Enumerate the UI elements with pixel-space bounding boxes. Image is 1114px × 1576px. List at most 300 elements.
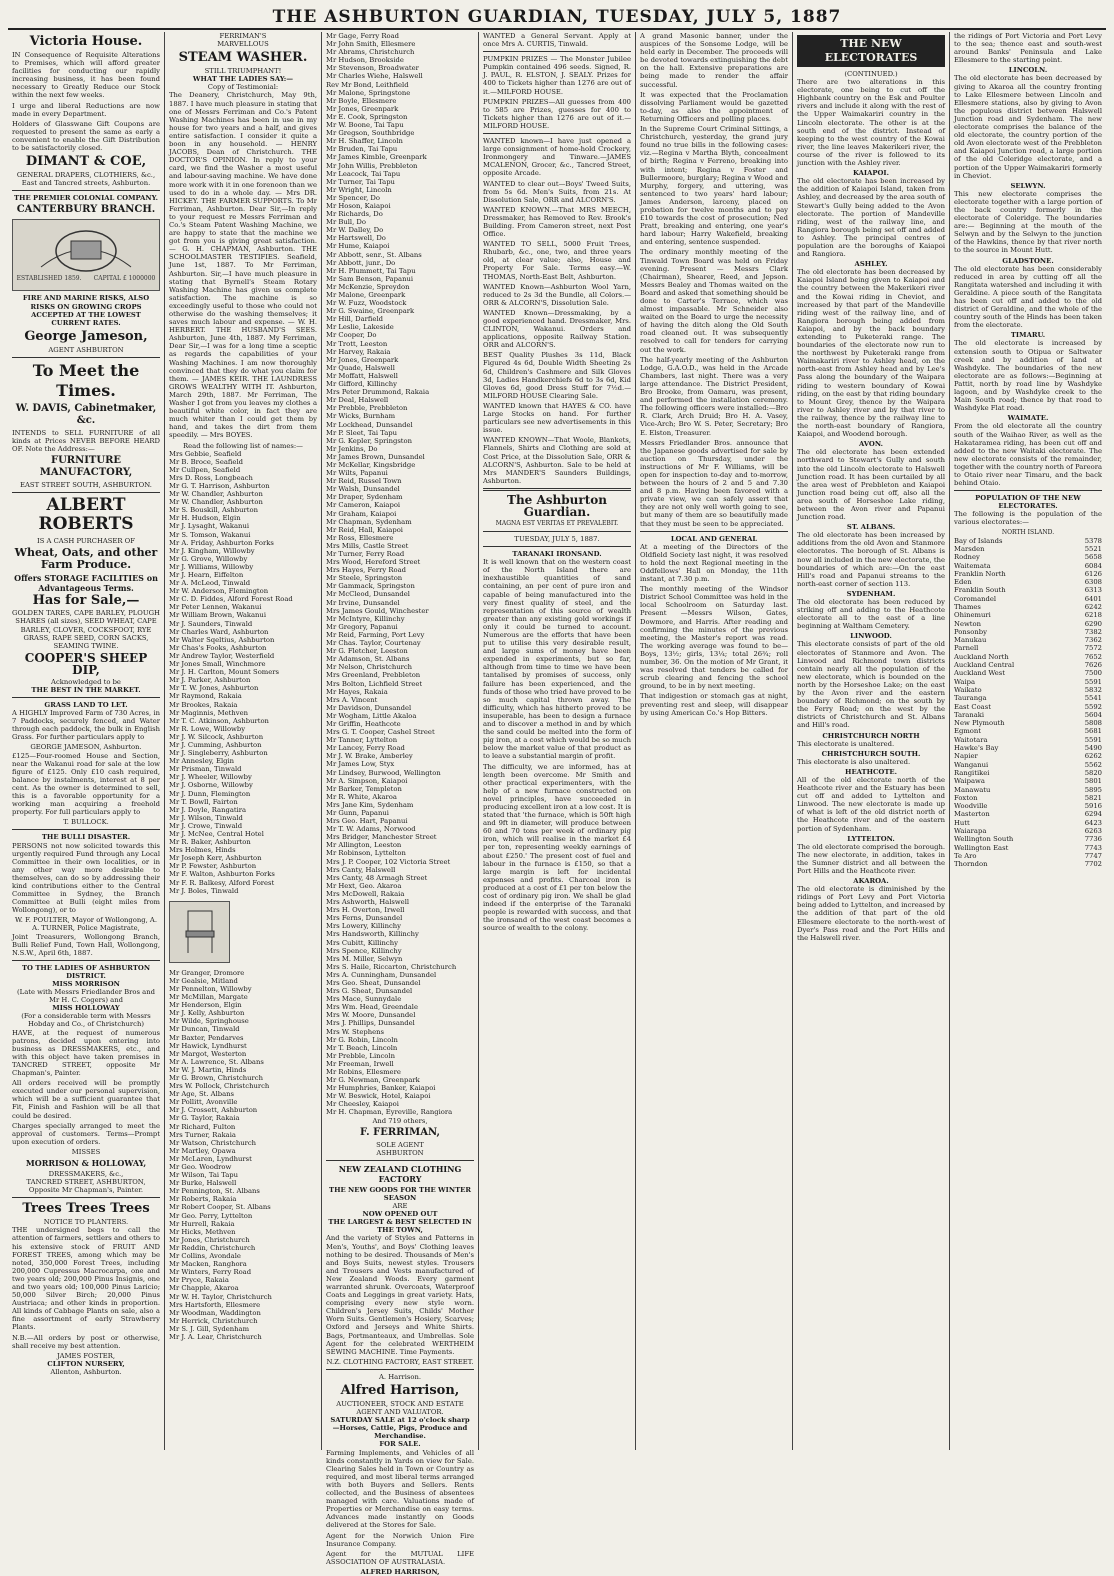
list-item: Mr J. Crowe, Tinwald (169, 821, 243, 830)
list-item: Mr Gunn, Papanui (326, 809, 389, 817)
list-item: Mr Walter Sqeltius, Ashburton (169, 635, 275, 644)
list-item: Mr P. Fewster, Ashburton (169, 862, 257, 871)
list-item: Mr Gage, Ferry Road (326, 32, 400, 40)
list-item: Mrs Cubitt, Killinchy (326, 938, 398, 947)
heathcote-body: All of the old electorate north of the Heathcote river and the Estuary has been cut off and added to Lyttelton and Linwood. The new electorate is made up of what is left of the old district north of the Heathcote river and of the eastern portion of Sydenham. (797, 775, 945, 833)
lincoln-body: The old electorate has been decreased by giving to Akaroa all the country fronting to Lake Ellesmere between Lincoln and Ellesmere stations, also by giving to Avon the populous district between Halswell Junction road and Sydenham. The new electorate comprises the balance of the old electorate, the country portion of the old Avon electorate west of the Prebbleton and Kaiapoi Junction road, a large portion of the old Coleridge electorate, and a portion of the Upper Waimakariri formerly in Cheviot. (954, 74, 1102, 180)
table-row (954, 686, 1102, 694)
sydenham-title: SYDENHAM. (846, 589, 896, 598)
cc-north-body: This electorate is unaltered. (797, 739, 895, 748)
table-row (954, 827, 1102, 835)
selwyn-body: This new electorate comprises the electorate together with a large portion of the back country formerly in the electorate of Coleridge. The boundaries are:— Beginning at the mouth of the Selwyn and by the Selwyn to the junction of the Hawkins, thence by that river north to the source in Mount Hutt. (954, 189, 1102, 255)
list-item: Mr F. R. Balkesy, Alford Forest (169, 878, 275, 887)
selwyn-title: SELWYN. (1010, 181, 1046, 190)
list-item: Mr Robins, Ellesmere (326, 1068, 401, 1076)
steam-washer-title: STEAM WASHER. (178, 50, 308, 66)
ladies-body: HAVE, at the request of numerous patrons, decided upon entering into business as DRESSMAKERS, etc., and with this object have taken premises in TANCRED STREET, opposite Mr Chapman's, Painter. (12, 1028, 160, 1078)
list-item: Mr A. Lawrence, St. Albans (169, 1057, 264, 1066)
firm-name: MORRISON & HOLLOWAY, (25, 1157, 147, 1168)
list-item: Mr J. Lysaght, Wakanui (169, 522, 249, 531)
electorate-name: Auckland West (954, 669, 1005, 678)
table-row (954, 769, 1102, 777)
bullock-sig: T. BULLOCK. (63, 818, 109, 827)
list-item: Mr Reid, Russel Town (326, 477, 402, 486)
local-body: At a meeting of the Directors of the Oldfield Society last night, it was resolved to hold the next Regional meeting in the Oddfellows' Hall on Monday, the 11th instant, at 7.30 p.m. (640, 542, 788, 584)
list-item: Mr Hill, Darfield (326, 315, 383, 324)
list-item: Mrs Greenland, Prebbleton (326, 671, 421, 680)
marvellous-label: MARVELLOUS (217, 40, 269, 49)
ashley-title: ASHLEY. (854, 260, 888, 269)
list-item: Mr Cheesley, Kaiapoi (326, 1100, 399, 1109)
list-item: Mr Lancey, Ferry Road (326, 744, 405, 753)
list-item: Mr Pryce, Rakaia (169, 1276, 229, 1285)
table-row (954, 537, 1102, 545)
avon-title: AVON. (859, 440, 883, 449)
masonic-item: A grand Masonic banner, under the auspices of the Sonsome Lodge, will be held early in December. The proceeds will be devoted towards extinguishing the debt on the hall. Extensive preparations are being made to render the affair successful. (640, 32, 788, 89)
list-item: Mr Draper, Sydenham (326, 493, 403, 502)
divider (12, 357, 160, 358)
electorate-population: 7652 (1084, 652, 1102, 661)
list-item: Mr Geo. Perry, Lyttelton (169, 1211, 253, 1220)
list-item: Mr G. Kepler, Springston (326, 436, 413, 445)
list-item: Mr McIntyre, Killinchy (326, 614, 405, 623)
davis-body: INTENDS to SELL FURNITURE of all kinds at Prices NEVER BEFORE HEARD OF. Note the Address:— (12, 428, 160, 454)
list-item: Mr Ross, Ellesmere (326, 533, 394, 542)
list-item: Mr Allington, Leeston (326, 841, 402, 850)
list-item: Mr Gammack, Springston (326, 582, 415, 591)
victoria-house-title: Victoria House. (29, 34, 143, 49)
st-albans-body: The old electorate has been increased by additions from the old Avon and Stanmore electorates. The borough of St. Albans is now all included in the new electorate, the boundaries of which are:—On the east Hill's road and Papanui streams to the north-east corner of section 113. (797, 531, 945, 588)
ladies-body-2: All orders received will be promptly executed under our personal supervision, which will be a sufficient guarantee that Fit, Finish and Fashion will be all that could be desired. (12, 1079, 160, 1120)
list-item: Mr Spencer, Do (326, 193, 380, 202)
electorate-population: 5562 (1084, 760, 1102, 769)
electorate-population: 5801 (1084, 777, 1102, 786)
wanted-woolens: WANTED KNOWN—That Woole, Blankets, Flannels, Shirts and Clothing are sold at Cost Price, at the Dissolution Sale, ORR & ALCORN'S, Ashburton. Sale to be held at Mrs MANDER'S Saunders Buildings, Ashburton. (483, 436, 631, 485)
list-item: Mr Gifford, Killinchy (326, 380, 397, 389)
pumpkin-prizes-1: PUMPKIN PRIZES — The Monster Jubilee Pumpkin contained 496 seeds. Signed, R. J. PAUL, R. ELSTON, J. SEALY. Prizes for 400 to Tickets higher than 1276 are out of it.—MILFORD HOUSE. (483, 55, 631, 96)
local-body-3: That indigestion or stomach gas at night, preventing rest and sleep, will disappear by using American Co.'s Hop Bitters. (640, 692, 788, 717)
table-row (954, 553, 1102, 561)
list-item: Mrs Geo. Hart, Papanui (326, 817, 408, 826)
electorate-population: 6126 (1084, 569, 1102, 578)
electorates-intro: (CONTINUED.) (844, 70, 898, 78)
best-quality-plushes: BEST Quality Plushes 3s 11d, Black Figured 4s 6d, Double Width Sheeting 2s 6d, Children's Cashmere and Silk Gloves 3d, Ladies Handkerchiefs 6d to 3s 6d, Kid Gloves 6d, good Dress Stuff for 7½d.—MILFORD HOUSE Clearing Sale. (483, 351, 631, 400)
harrison-small: A. Harrison. (379, 1372, 421, 1381)
nursery-location: Allenton, Ashburton. (50, 1367, 122, 1376)
electorate-population: 5604 (1084, 710, 1102, 719)
linwood-title: LINWOOD. (850, 632, 892, 641)
ferriman-location: ASHBURTON (376, 1148, 424, 1157)
list-item: Mr Charles Wiehe, Halswell (326, 72, 423, 81)
capital-label: CAPITAL £ 1000000 (93, 275, 156, 283)
table-row (954, 586, 1102, 594)
list-item: Mr Geo. Woodrow (169, 1163, 232, 1171)
list-item: Mr A. Friday, Ashburton Forks (169, 538, 274, 547)
list-item: Mr J. W. Silcock, Ashburton (169, 732, 264, 741)
divider (326, 1369, 474, 1370)
list-item: Mr G. Robin, Lincoln (326, 1035, 398, 1044)
nursery-name: CLIFTON NURSERY, (47, 1359, 125, 1368)
electorate-population: 5658 (1084, 553, 1102, 562)
electorate-name: Manukau (954, 636, 987, 645)
electorate-name: Waitemata (954, 561, 991, 570)
list-item: Mr Cullpen, Seafield (169, 465, 241, 474)
taranaki-body: It is well known that on the western coast of the North Island there are inexhaustible quantities of sand containing, an per cent of pure iron and capable of being manufactured into the very finest quality of steel, and the representation of this source of wealth greater than any existing gold workings if only it could be turned to account. Numerous are the efforts that have been put to utilise this very desirable result, and large sums of money have been expended in experiments, but so far, although from time to time we have been tantalised by promises of success, only failure has been experienced, and the funds of those who tried have proved to be so much capital thrown away. The difficulty, which has hitherto proved to be insuperable, has been to design a furnace and to discover a method in and by which the sand could be melted into the form of pig iron, at a cost which would be so much below the market value of that product as to leave a substantial margin of profit. (483, 558, 631, 761)
miss-morrison: MISS MORRISON (52, 980, 120, 988)
list-item: Mr J. Saunders, Tinwald (169, 619, 253, 628)
harrison-agent-2: Agent for the MUTUAL LIFE ASSOCIATION OF AUSTRALASIA. (326, 1549, 474, 1566)
list-item: Mr H. Plummett, Tai Tapu (326, 266, 416, 275)
electorate-population: 7500 (1084, 669, 1102, 678)
table-row (954, 835, 1102, 843)
electorate-name: East Coast (954, 702, 991, 711)
electorate-population: 5591 (1084, 735, 1102, 744)
list-item: Mr T. W. Adams, Norwood (326, 825, 416, 834)
table-row (954, 603, 1102, 611)
list-item: Mr Jones, Greenpark (326, 104, 399, 113)
divider (954, 490, 1102, 491)
electorate-name: Waikato (954, 685, 982, 694)
list-item: Mr Hawick, Lyndhurst (169, 1041, 247, 1050)
list-item: Mr Walsh, Dunsandel (326, 485, 400, 494)
table-row (954, 752, 1102, 760)
list-item: Mr Reddin, Christchurch (169, 1243, 256, 1252)
copy-testimonial: Copy of Testimonial: (207, 83, 279, 92)
table-row (954, 802, 1102, 810)
list-item: Mr Chapple, Akaroa (169, 1284, 239, 1293)
list-item: Mr W. Beswick, Hotel, Kaiapoi (326, 1092, 431, 1101)
coopers-dip: COOPER'S SHEEP DIP, (24, 650, 148, 677)
victoria-body-2: I urge and liberal Reductions are now made in every Department. (12, 101, 160, 118)
list-item: Mrs Ashworth, Halswell (326, 898, 410, 907)
list-item: Mr McKenzie, Spreydon (326, 282, 410, 291)
list-item: Mr J. Williams, Willowby (169, 562, 254, 571)
grass-agent: GEORGE JAMESON, Ashburton. (30, 743, 142, 752)
masthead: THE ASHBURTON GUARDIAN, TUESDAY, JULY 5, 1887 (8, 6, 1106, 30)
friedlander-item: Messrs Friedlander Bros. announce that the Japanese goods advertised for sale by auction on Thursday, under the instructions of Mr F. Williams, will be open for inspection to-day and to-morrow, between the hours of 2 and 5 and 7.30 and 8 p.m. Having been favored with a private view, we can safely assert that they are not only well worth going to see, but many of them are so beautifully made that they must be seen to be appreciated. (640, 438, 788, 528)
electorate-name: Egmont (954, 727, 981, 736)
electorate-population: 7626 (1084, 661, 1102, 670)
house-price-body: £125—Four-roomed House and Section, near the Wakanui road for sale at the low figure of £125. Only £10 cash required, balance by instalments, interest at 8 per cent. As the owner is determined to sell, this is a favorable opportunity for a working man acquiring a freehold property. For full particulars apply to (12, 751, 160, 817)
electorate-population: 5820 (1084, 768, 1102, 777)
table-row (954, 620, 1102, 628)
wanted-dressmaking: WANTED Known—Dressmaking, by a good experienced hand. Dressmaker, Mrs. CLINTON, Wakanui. Orders and applications, opposite Railway Station. ORR and ALCORN'S. (483, 308, 631, 350)
testimonials: The Deanery, Christchurch, May 9th, 1887. I have much pleasure in stating that one of Messrs Ferriman and Co.'s Patent Washing Machines has been in use in my house for two years and a half, and gives entire satisfaction. I consider it quite a boon in any household. — HENRY JACOBS, Dean of Christchurch. THE DOCTOR'S OPINION. In reply to your card, we find the Washer a most useful and labour-saving machine. We have done more work with it in one forenoon than we used to do in a whole day. — Mrs DR. HICKEY. THE FARMER SUPPORTS. To Mr Ferriman, Ashburton. Dear Sir,—In reply to your request re Messrs Ferriman and Co.'s Steam Patent Washing Machine, we are happy to state that the machine we got from you is giving great satisfaction. — G. H. CHAPMAN, Ashburton. THE SCHOOLMASTER TESTIFIES. Seafield, June 1st, 1887. To Mr Ferriman, Ashburton. Sir,—I have much pleasure in stating that Byrnell's Steam Rotary Washing Machine has given us complete satisfaction. The machine is so exceedingly useful to those who could not otherwise do the washing themselves; it saves much labour and expense. — W. H. HERBERT. THE HUSBAND'S SEES. Ashburton, June 4th, 1887. My Ferriman, Dear Sir,—I was for a long time a sceptic as regards the capabilities of your Washing Machines. I am now thoroughly convinced that they do what you claim for them. — JAMES KEIR. THE LAUNDRESS GROWS WEALTHY WITH IT. Ashburton, March 29th, 1887. Mr Ferriman, The Washer I got from you leaves my clothes a beautiful white color, in fact they are much whiter than I could get them by hand, and takes the dirt from them speedily. — Mrs BOYES. (169, 91, 317, 440)
table-row (954, 628, 1102, 636)
electorate-population: 6294 (1084, 810, 1102, 819)
grass-body: A HIGHLY Improved Farm of 730 Acres, in 7 Paddocks, securely fenced, and Water through each paddock, the bulk in English Grass. For further particulars apply to (12, 709, 160, 742)
list-item: Mrs W. Stephens (326, 1027, 385, 1036)
nz-are: ARE (392, 1202, 408, 1211)
electorate-name: Franklin South (954, 586, 1006, 595)
list-item: Mr McMillan, Margate (169, 993, 248, 1002)
holloway-note: (For a considerable term with Messrs Hobday and Co., of Christchurch) (21, 1012, 151, 1029)
divider (12, 697, 160, 698)
list-item: Mr Baxter, Pendarves (169, 1033, 244, 1042)
bulli-body: PERSONS not now solicited towards this urgently required Fund through any Local Committee in their own localities, or in any other way more desirable to themselves, can do so by addressing their kind contributions either to the Central Committee in Sydney, the Branch Committee at Bulli (eight miles from Wollongong), or to (12, 841, 160, 915)
list-item: Mrs Wood, Hereford Street (326, 558, 421, 567)
nz-footer: N.Z. CLOTHING FACTORY, EAST STREET. (326, 1357, 474, 1366)
ferriman-label: FERRIMAN'S (219, 32, 267, 40)
list-item: Mr Wilts, Papanui (326, 469, 388, 478)
divider (12, 829, 160, 830)
list-item: Mr Turner, Tai Tapu (326, 177, 395, 186)
list-item: Mr J. W. Brake, Amberley (326, 752, 413, 761)
harrison-agent: Agent for the Norwich Union Fire Insurance Company. (326, 1531, 474, 1548)
electorate-population: 5808 (1084, 719, 1102, 728)
list-item: Mr P. Sleet, Tai Tapu (326, 428, 397, 437)
list-item: Mr Henderson, Elgin (169, 1001, 242, 1010)
column-5 (636, 32, 793, 1450)
list-item: Mr Bruden, Tai Tapu (326, 145, 398, 154)
agent-role: AGENT ASHBURTON (48, 345, 124, 354)
sale-items: GOLDEN TARES, CAPE BARLEY, PLOUGH SHARES (all sizes), SEED WHEAT, CAPE BARLEY, CLOVER, COCKSFOOT, RYE GRASS, RAPE SEED, CORN SACKS, SEAMING TWINE. (12, 609, 160, 650)
list-item: Mr McCleod, Dunsandel (326, 590, 410, 599)
list-item: Mrs Gebbie, Seafield (169, 449, 242, 458)
list-item: Mr John Willis, Prebbleton (326, 161, 418, 170)
list-item: Mr T. C. Atkinson, Ashburton (169, 716, 269, 725)
divider (483, 51, 631, 52)
alfred-harrison-title: Alfred Harrison, (340, 1383, 460, 1398)
divider (483, 133, 631, 134)
list-item: Mr Irvine, Dunsandel (326, 598, 400, 607)
waimate-body: From the old electorate all the country south of the Waihao River, as well as the Hakataramea riding, has been cut off and added to the new Waitaki electorate. The new electorate consists of the remainder, together with the country north of Pareora to Otaio river near Timaru, and the back behind Otaio. (954, 422, 1102, 488)
electorate-name: Rodney (954, 553, 980, 562)
list-item: Mr F. Walton, Ashburton Forks (169, 870, 275, 879)
issue-date: TUESDAY, JULY 5, 1887. (514, 534, 600, 543)
divider (640, 531, 788, 532)
ladies-body-3: Charges specially arranged to meet the approval of customers. Terms—Prompt upon execution of orders. (12, 1121, 160, 1146)
list-item: Mr Davidson, Dunsandel (326, 703, 412, 712)
table-row (954, 678, 1102, 686)
electorate-population: 6423 (1084, 818, 1102, 827)
table-row (954, 844, 1102, 852)
list-item: Mr Pennelton, Willowby (169, 984, 252, 993)
list-item: Mr Jones Small, Winchmore (169, 660, 266, 669)
list-item: Mr Turner, Ferry Road (326, 550, 405, 558)
list-item: Mr A. McLeod, Tinwald (169, 579, 251, 588)
population-head: NORTH ISLAND. (1001, 528, 1055, 536)
list-item: Mr Hicks, Methven (169, 1227, 236, 1236)
table-row (954, 727, 1102, 735)
tinwald-board-item: The ordinary monthly meeting of the Tinwald Town Board was held on Friday evening. Present — Messrs Clark (Chairman), Shearer, Reed, and Jepson. Messrs Bealey and Thomas waited on the Board and asked that something should be done to Carter's Terrace, which was almost impassable. Mr Schneider also waited on the Board to urge the necessity of having the ditch along the Old South road cleaned out. It was subsequently resolved to call for tenders for carrying out the work. (640, 248, 788, 354)
lincoln-title: LINCOLN. (1008, 66, 1048, 75)
electorate-population: 5591 (1084, 677, 1102, 686)
taranaki-body-2: The difficulty, we are informed, has at length been overcome. Mr Smith and other practical experimenters, with the help of a new furnace constructed on novel principles, have succeeded in producing excellent iron at a low cost. It is stated that 'the furnace, which is 50ft high and 9ft in diameter, will produce between 60 and 70 tons per week of ordinary pig iron, which will realise in the market £4 per ton, representing weekly earnings of about £250.' The present cost of fuel and labour in the furnace is £150, so that a large margin is left for incidental expenses and profits. Charcoal iron is produced at a cost of £1 per ton below the cost of ordinary pig iron. We shall be glad indeed if the enterprise of the Taranaki people is rewarded with success, and that the ironsand of the west coast becomes a source of wealth to the colony. (483, 762, 631, 933)
sydenham-body: The old electorate has been reduced by striking off and adding to the Heathcote electorate all to the east of a line beginning at Waltham Cemetery. (797, 598, 945, 631)
electorate-population: 5681 (1084, 727, 1102, 736)
table-row (954, 794, 1102, 802)
list-item: Mr Pollitt, Avonville (169, 1098, 238, 1107)
list-item: Mr Andrew Taylor, Westerfield (169, 651, 275, 660)
list-item: Mr Wilde, Springhouse (169, 1017, 249, 1026)
list-item: Mr Hext, Geo. Akaroa (326, 881, 402, 890)
list-item: Mr W. Dalley, Do (326, 226, 384, 235)
wanted-boys-suits: WANTED to clear out—Boys' Tweed Suits, from 5s 6d. Men's Suits, from 21s. At Dissolution Sale, ORR and ALCORN'S. (483, 179, 631, 204)
table-row (954, 578, 1102, 586)
electorate-name: Waipawa (954, 777, 985, 786)
wanted-servant: WANTED a General Servant. Apply at once Mrs A. CURTIS, Tinwald. (483, 32, 631, 49)
list-item: Mr Macken, Ranghora (169, 1260, 247, 1269)
table-row (954, 777, 1102, 785)
list-item: Mr Margot, Westerton (169, 1049, 247, 1058)
list-item: Mrs Bolton, Lichfield Street (326, 679, 423, 688)
davis-address: EAST STREET SOUTH, ASHBURTON. (20, 481, 152, 490)
list-item: Mr Martley, Opawa (169, 1146, 236, 1155)
electorate-population: 6262 (1084, 752, 1102, 761)
wanted-meech: WANTED KNOWN.—That MRS MEECH, Dressmaker, has Removed to Rev. Brook's Building. From Cameron street, next Post Office. (483, 205, 631, 239)
list-item: Mr Deal, Halswell (326, 396, 389, 405)
list-item: Mr McKellar, Kingsbridge (326, 460, 416, 469)
table-row (954, 810, 1102, 818)
wanted-hayes: WANTED known that HAYES & CO. have Large Stocks on hand. For further particulars see new advertisements in this issue. (483, 401, 631, 435)
list-item: Mr Chapman, Sydenham (326, 517, 412, 526)
electorate-population: 6084 (1084, 561, 1102, 570)
list-item: Mr G. Grove, Willowby (169, 554, 248, 563)
akaroa-body: The old electorate is diminished by the ridings of Port Levy and Port Victoria being added to Lyttelton, and increased by the addition of that part of the old Ellesmere electorate to the north-west of Dyer's Pass road and the Port Hills and the Halswell river. (797, 885, 945, 942)
cash-purchaser: IS A CASH PURCHASER OF (37, 537, 135, 546)
insurance-emblem-image (12, 219, 160, 291)
list-item: Mr Cooper, Do (326, 331, 377, 340)
electorate-population: 7362 (1084, 636, 1102, 645)
electorate-name: Manawatu (954, 785, 991, 794)
electorate-name: New Plymouth (954, 719, 1005, 728)
table-row (954, 669, 1102, 677)
list-item: Mr J. Boles, Tinwald (169, 886, 239, 895)
list-item: Mrs Jane Kim, Sydenham (326, 800, 414, 809)
list-item: Mr J. Singleberry, Ashburton (169, 749, 268, 758)
list-item: Mr Wicks, Burnham (326, 412, 396, 421)
list-item: Mr Nelson, Christchurch (326, 663, 413, 672)
list-item: Mr Hayes, Rakaia (326, 687, 388, 696)
list-item: Mr Raymond, Rakaia (169, 692, 242, 701)
list-item: Mr Tanner, Lyttelton (326, 736, 398, 745)
table-row (954, 653, 1102, 661)
electorate-population: 5521 (1084, 544, 1102, 553)
list-item: Mr T. Bowll, Fairton (169, 797, 238, 806)
nursery-body: THE undersigned begs to call the attention of farmers, settlers and others to his extensive stock of FRUIT AND FOREST TREES, among which may be noted, 350,000 Forest Trees, including 200,000 Cupressus Macrocarpa, one and two years old; 200,000 Pinus Insignis, one and two years old; 100,000 Pinus Laricio; 50,000 Silver Birch; 20,000 Pinus Austriaca; and other kinds in proportion. All kinds of Cabbage Plants on sale, also a fine assortment of early Strawberry Plants. (12, 1226, 160, 1332)
list-item: Mr Chas. Taylor, Courtenay (326, 639, 421, 648)
list-item: Mrs Mace, Sunnydale (326, 995, 402, 1004)
electorate-name: Eden (954, 578, 972, 587)
list-item: Mr T. Beach, Lincoln (326, 1043, 398, 1052)
electorate-population: 6218 (1084, 611, 1102, 620)
electorate-population: 7736 (1084, 835, 1102, 844)
list-item: Rev Mr Bond, Leithfield (326, 80, 409, 89)
list-item: Mr Gregory, Papanui (326, 622, 398, 631)
bulli-date: Joint Treasurers, Wollongong Branch, Bulli Relief Fund, Town Hall, Wollongong, N.S.W., April 6th, 1887. (12, 932, 160, 957)
list-item: Mr Wogham, Little Akaloa (326, 711, 417, 720)
harrison-for-sale: FOR SALE. (379, 1440, 421, 1449)
table-row (954, 570, 1102, 578)
list-item: Mr J. Parker, Ashburton (169, 676, 251, 685)
list-item: Mr Age, St. Albans (169, 1090, 235, 1099)
list-item: Mr Lindsey, Burwood, Wellington (326, 768, 441, 777)
column-1 (8, 32, 165, 1450)
electorate-name: Marsden (954, 544, 985, 553)
list-item: Mr Cameron, Kaiapoi (326, 501, 401, 510)
list-item: Mr Hoson, Kaiapoi (326, 201, 391, 210)
gladstone-body: The old electorate has been considerably reduced in area by cutting off all the Rangitata watershed and including it with Geraldine. A piece south of the Rangitata has been cut off and added to the old district of Geraldine, and the whole of the country south of the Hinds has been taken from the electorate. (954, 264, 1102, 330)
electorates-body: There are two alterations in this electorate, one being to cut off the Highbank country on the Esk and Poulter rivers and include it along with the rest of the Upper Waimakariri country in the Lincoln electorate. The other is at the south end of the district. Instead of keeping to the west country of the Kowai river, the line leaves Makerikeri river, the course of the river is followed to its junction with the Ashley river. (797, 78, 945, 168)
canterbury-branch: CANTERBURY BRANCH. (16, 204, 156, 216)
list-item: Mr J. A. Lear, Christchurch (169, 1332, 262, 1341)
column-4 (479, 32, 636, 1450)
nz-clothing-title: NEW ZEALAND CLOTHING FACTORY (338, 1163, 462, 1184)
firm-sub: DRESSMAKERS, &c., (48, 1169, 124, 1178)
list-item: Mr E. Cook, Springston (326, 112, 408, 121)
list-item: Mr Griffin, Heathcote (326, 719, 401, 728)
table-row (954, 694, 1102, 702)
list-item: Mr J. Wilson, Tinwald (169, 813, 243, 822)
list-item: Mrs G. Sheat, Dunsandel (326, 987, 413, 996)
column-6 (793, 32, 950, 1450)
list-item: Mr Hartswell, Do (326, 234, 386, 243)
list-item: Mr John Smith, Ellesmere (326, 40, 416, 49)
electorate-name: Auckland Central (954, 661, 1015, 670)
list-item: Mr Robert Cooper, St. Albans (169, 1203, 271, 1212)
list-item: Mr Reid, Farming, Port Levy (326, 630, 425, 639)
list-item: Mrs J. Phillips, Dunsandel (326, 1019, 415, 1028)
list-item: Mr S. J. Gill, Sydenham (169, 1324, 250, 1333)
electorate-name: Coromandel (954, 594, 997, 603)
list-item: Mr James Low, Styx (326, 760, 395, 769)
list-item: Mr H. Hudson, Elgin (169, 514, 241, 523)
list-item: Mr G. Newman, Greenpark (326, 1076, 420, 1085)
table-row (954, 595, 1102, 603)
list-item: Mrs Peter Drummond, Rakaia (326, 388, 430, 397)
names-tail: And 719 others, (372, 1116, 428, 1125)
electorate-population: 6290 (1084, 619, 1102, 628)
list-item: Mr Jones, Christchurch (169, 1235, 250, 1244)
linwood-body: This electorate consists of part of the old electorates of Stanmore and Avon. The Linwood and Richmond town districts contain nearly all the population of the new electorate, which is bounded on the north by the Horseshoe Lake; on the east by the Avon river and the eastern boundary of Richmond; on the south by the Ferry Road; on the west by the districts of Christchurch and St. Albans and Hill's road. (797, 640, 945, 730)
list-item: Mr Leacock, Tai Tapu (326, 169, 401, 178)
list-item: Mr J. Osborne, Willowby (169, 781, 253, 790)
list-item: Mr S. Bouskill, Ashburton (169, 506, 258, 515)
list-item: Mr Graham, Kaiapoi (326, 509, 397, 518)
ferriman-role: SOLE AGENT (376, 1140, 424, 1149)
cabinetmakers (230, 898, 317, 966)
list-item: Mr W. Anderson, Flemington (169, 587, 269, 596)
list-item: Mr Moffatt, Halswell (326, 371, 398, 380)
coopers-sub: Acknowledged to be (51, 677, 121, 686)
list-item: Mr J. Crossett, Ashburton (169, 1106, 258, 1115)
list-item: Mr Richards, Do (326, 210, 383, 219)
list-item: Mr Abbott, senr., St. Albans (326, 250, 422, 259)
albert-roberts: ALBERT ROBERTS (38, 495, 134, 535)
electorate-population: 7572 (1084, 644, 1102, 653)
akaroa-continued: the ridings of Port Victoria and Port Levy to the sea; thence east and south-west around Banks' Peninsula and Lake Ellesmere to the starting point. (954, 32, 1102, 65)
electorate-population: 5832 (1084, 685, 1102, 694)
court-item: In the Supreme Court Criminal Sittings, a Christchurch, yesterday, the grand jury found no true bills in the following cases: viz.—Regina v Martha Blyth, concealment of birth; Regina v Ferreno, breaking into with intent; Regina v Foster and Bullermoore, burglary; Regina v Wood and Murphy, forgery, and uttering, was sentenced to two years' hard labour; James Anderson, larceny, placed on probation for twelve months and to pay £10 towards the cost of prosecution; Ned Pratt, breaking and entering, one year's hard labour; Harry Wakefield, breaking and entering, sentence suspended. (640, 125, 788, 247)
harrison-role: AUCTIONEER, STOCK AND ESTATE AGENT AND VALUATOR. (336, 1400, 464, 1417)
electorates-title: THE NEW ELECTORATES (797, 35, 945, 67)
table-row (954, 744, 1102, 752)
bulli-title: THE BULLI DISASTER. (41, 833, 131, 842)
list-item: Mr Roberts, Rakaia (169, 1195, 237, 1204)
list-item: Mrs J. P. Cooper, 102 Victoria Street (326, 857, 451, 866)
electorate-name: Foxton (954, 793, 978, 802)
cc-south-body: This electorate is also unaltered. (797, 757, 911, 766)
chair-icon (180, 907, 220, 957)
list-item: Mrs Turner, Rakaia (169, 1130, 236, 1139)
trees-title: Trees Trees Trees (22, 1201, 150, 1217)
wheat-oats: Wheat, Oats, and other Farm Produce. (14, 546, 158, 572)
divider (12, 492, 160, 493)
list-item: Mrs H. Overton, Irwell (326, 906, 405, 915)
chair-illustration (169, 901, 230, 963)
list-item: Mr Malone, Springstone (326, 88, 411, 97)
